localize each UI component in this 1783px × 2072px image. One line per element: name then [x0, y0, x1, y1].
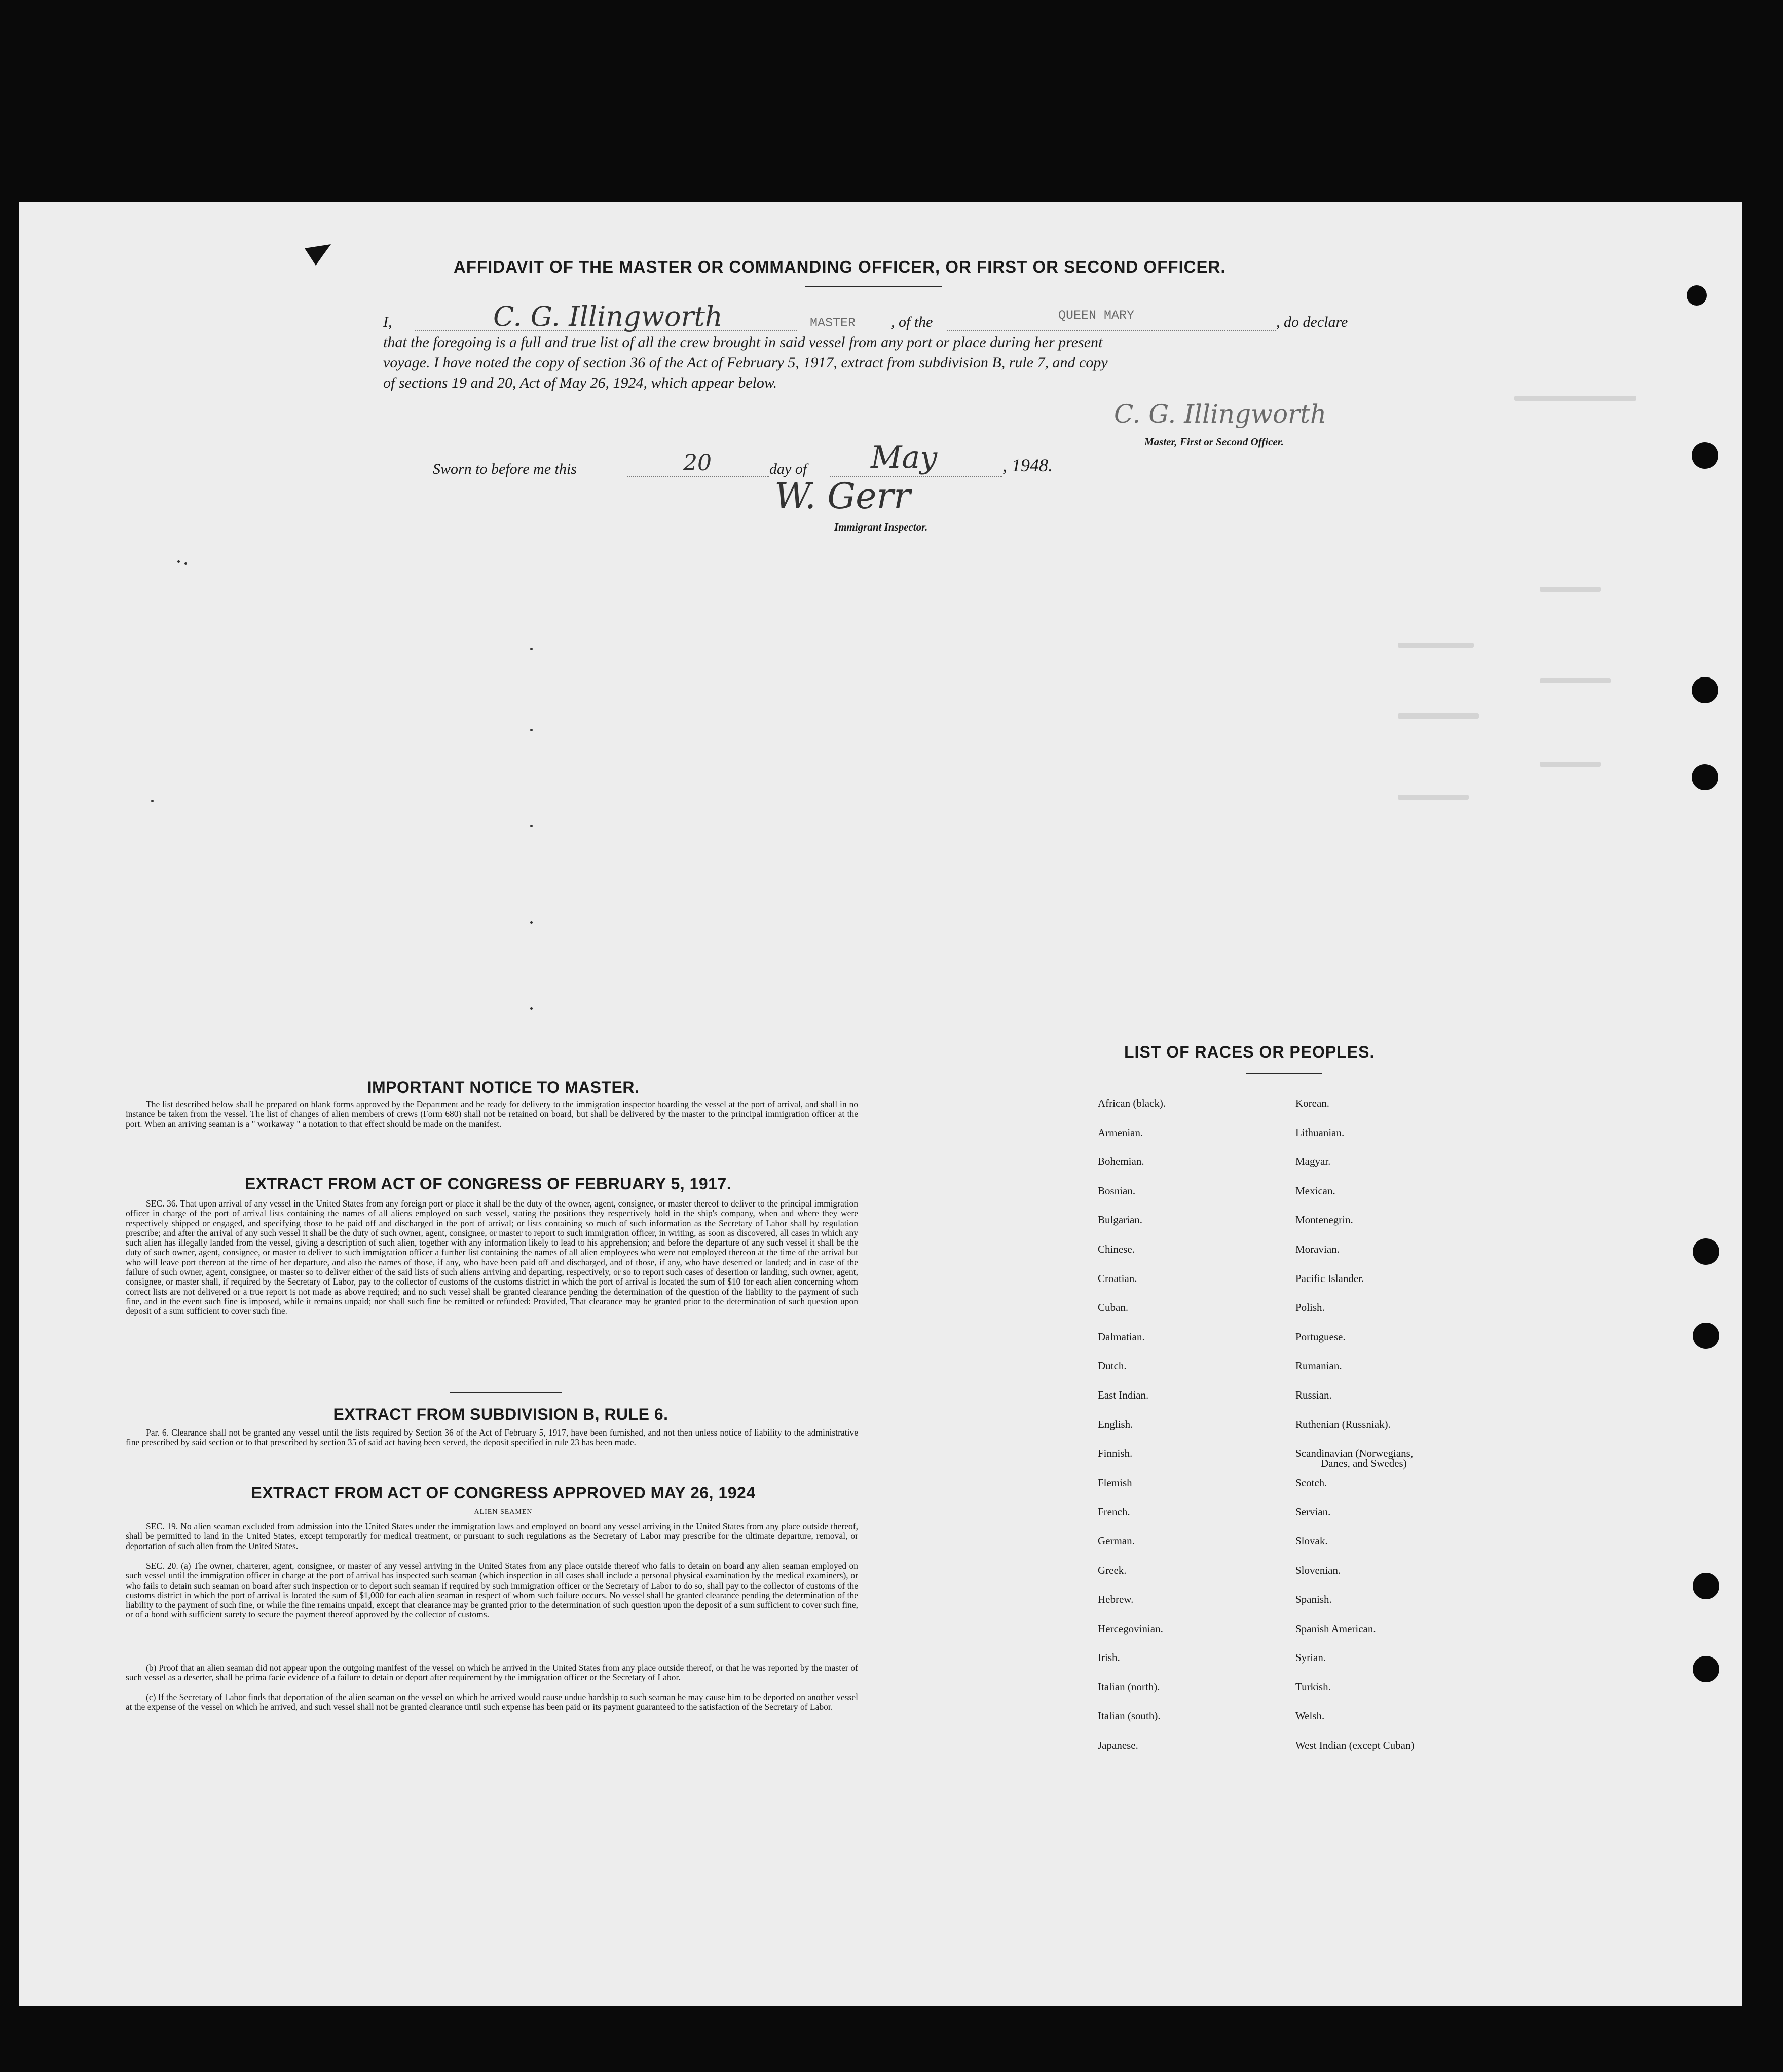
extract-1924-sec19: SEC. 19. No alien seaman excluded from admission into the United States under the immigration laws and employed on board any vessel arriving in the United States from any place outside thereof, shall be permitted to land in the United States, except temporarily for medical treatment, or pursuant to such regulations as the Secretary of Labor may prescribe for the ultimate departure, removal, or deportation of such alien from the United States.	[126, 1521, 858, 1551]
bleed-through	[1540, 678, 1611, 683]
bleed-through	[1540, 587, 1601, 592]
race-item: Slovak.	[1295, 1534, 1328, 1547]
extract-1924-title: EXTRACT FROM ACT OF CONGRESS APPROVED MAY 26, 1924	[251, 1484, 756, 1502]
race-item: Spanish.	[1295, 1593, 1332, 1606]
race-item: Lithuanian.	[1295, 1126, 1345, 1139]
punch-hole	[1692, 442, 1718, 469]
race-item: German.	[1098, 1534, 1135, 1547]
month-value: May	[871, 440, 938, 475]
extract-1924-sec20a: SEC. 20. (a) The owner, charterer, agent, consignee, or master of any vessel arriving in the United States from any place outside thereof who fails to detain on board any alien seaman employed on such vessel until the immigration officer in charge at the port of arrival has inspected such seaman (which inspection in all cases shall include a personal physical examination by the medical examiners), or who fails to detain such seaman on board after such inspection or to deport such seaman if required by such immigration officer or the Secretary of Labor to do so, shall pay to the collector of customs of the customs district in which the port of arrival is located the sum of $1,000 for each alien seaman in respect of whom such failure occurs. No vessel shall be granted clearance pending the determination of the liability to the payment of such fine, or while the fine remains unpaid, except that clearance may be granted prior to the determination of such question upon the deposit of a sum sufficient to cover such fine, or of a bond with sufficient surety to secure the payment thereof approved by the collector of customs.	[126, 1561, 858, 1620]
day-blank	[627, 476, 769, 477]
vessel-name-typed: QUEEN MARY	[1058, 308, 1135, 323]
race-item: Korean.	[1295, 1097, 1330, 1109]
race-item: Bohemian.	[1098, 1155, 1144, 1168]
speck	[530, 921, 533, 924]
race-item-continuation: Danes, and Swedes)	[1321, 1457, 1407, 1470]
extract-1924-subtitle: ALIEN SEAMEN	[474, 1508, 533, 1516]
race-item: Bulgarian.	[1098, 1214, 1143, 1226]
race-item: Polish.	[1295, 1301, 1325, 1314]
race-item: Armenian.	[1098, 1126, 1143, 1139]
day-of-label: day of	[769, 461, 807, 477]
extract-1917-text: SEC. 36. That upon arrival of any vessel in the United States from any foreign port or place it shall be the duty of the owner, agent, consignee, or master thereof to deliver to the principal immigration officer in charge of the port of arrival lists containing the names of all aliens employed on such vessel, stating the positions they respectively hold in the ship's company, when and where they were respectively shipped or engaged, and specifying those to be paid off and discharged in the port of arrival; or lists containing so much of such information as the Secretary of Labor shall by regulation prescribe; and after the arrival of any such vessel it shall be the duty of such owner, agent, consignee, or master to report to such immigration officer, in writing, as soon as discovered, all cases in which any such alien has illegally landed from the vessel, giving a description of such alien, together with any information likely to lead to his apprehension; and before the departure of any such vessel it shall be the duty of such owner, agent, consignee, or master to deliver to such immigration officer a further list containing the names of all alien employees who were not employed thereon at the time of the arrival but who will leave port thereon at the time of her departure, and also the names of those, if any, who have been paid off and discharged, and of those, if any, who have deserted or landed; and in case of the failure of such owner, agent, consignee, or master so to deliver either of the said lists of such aliens arriving and departing, respectively, or so to report such cases of desertion or landing, such owner, agent, consignee, or master shall, if required by the Secretary of Labor, pay to the collector of customs of the customs district in which the port of arrival is located the sum of $10 for each alien concerning whom correct lists are not delivered or a true report is not made as above required; and no such vessel shall be granted clearance pending the determination of the question of the liability to the payment of such fine, and in the event such fine is imposed, while it remains unpaid; nor shall such fine be remitted or refunded: Provided, That clearance may be granted prior to the determination of such question upon deposit of a sum sufficient to cover such fine.	[126, 1198, 858, 1316]
inspector-caption: Immigrant Inspector.	[834, 521, 928, 533]
race-item	[1295, 1447, 1414, 1476]
speck	[530, 648, 533, 650]
race-item: Greek.	[1098, 1564, 1127, 1576]
race-item: Japanese.	[1098, 1739, 1138, 1752]
races-left-column	[1098, 1097, 1166, 1768]
punch-hole	[1693, 1238, 1719, 1265]
vessel-blank	[947, 330, 1276, 331]
race-item: Italian (south).	[1098, 1710, 1161, 1722]
race-item: Mexican.	[1295, 1184, 1335, 1197]
of-the-label: , of the	[891, 314, 933, 330]
races-underline	[1246, 1073, 1322, 1074]
race-item: Bosnian.	[1098, 1184, 1136, 1197]
race-item: French.	[1098, 1505, 1130, 1518]
race-item: Rumanian.	[1295, 1360, 1342, 1372]
punch-hole	[1692, 764, 1718, 790]
race-item: African (black).	[1098, 1097, 1166, 1109]
race-item: Russian.	[1295, 1388, 1332, 1401]
extract-1917-title: EXTRACT FROM ACT OF CONGRESS OF FEBRUARY 5, 1917.	[244, 1175, 732, 1193]
bleed-through	[1540, 762, 1601, 767]
extract-rule-text: Par. 6. Clearance shall not be granted any vessel until the lists required by Section 36 of the Act of February 5, 1917, have been furnished, and not then unless notice of liability to the administrative fine prescribed by said section or to that prescribed by section 35 of said act having been served, the deposit specified in rule 23 has been made.	[126, 1427, 858, 1448]
section-divider	[450, 1392, 562, 1393]
race-item: Welsh.	[1295, 1710, 1325, 1722]
affidavit-line-4: of sections 19 and 20, Act of May 26, 1924, which appear below.	[383, 374, 777, 391]
speck	[530, 729, 533, 731]
race-item: West Indian (except Cuban)	[1295, 1739, 1415, 1752]
master-name-signature: C. G. Illingworth	[493, 300, 723, 332]
bleed-through	[1398, 643, 1474, 648]
affidavit-title: AFFIDAVIT OF THE MASTER OR COMMANDING OFFICER, OR FIRST OR SECOND OFFICER.	[454, 257, 1226, 276]
i-label: I,	[383, 314, 392, 330]
speck	[530, 825, 533, 827]
extract-rule-title: EXTRACT FROM SUBDIVISION B, RULE 6.	[333, 1405, 668, 1423]
speck	[177, 560, 180, 563]
rank-typed: MASTER	[810, 316, 856, 330]
bleed-through	[1398, 713, 1479, 719]
speck	[530, 1007, 533, 1010]
race-item: East Indian.	[1098, 1388, 1149, 1401]
race-item: Croatian.	[1098, 1272, 1137, 1285]
races-right-column	[1295, 1097, 1414, 1768]
speck	[151, 800, 154, 802]
punch-hole	[1693, 1573, 1719, 1599]
punch-hole	[1692, 677, 1718, 703]
officer-signature: C. G. Illingworth	[1114, 399, 1327, 429]
punch-hole	[1693, 1656, 1719, 1682]
year-value: , 1948.	[1002, 455, 1053, 475]
race-item: Hebrew.	[1098, 1593, 1134, 1606]
inspector-signature: W. Gerr	[774, 475, 911, 517]
race-item: Servian.	[1295, 1505, 1331, 1518]
race-item: Moravian.	[1295, 1242, 1340, 1255]
notice-title: IMPORTANT NOTICE TO MASTER.	[367, 1078, 640, 1097]
ink-mark-icon	[301, 242, 341, 268]
race-item: Irish.	[1098, 1651, 1120, 1664]
race-item: Pacific Islander.	[1295, 1272, 1364, 1285]
notice-text: The list described below shall be prepared on blank forms approved by the Department and be ready for delivery to the immigration inspector boarding the vessel at the port of arrival, and shall in no instance be taken from the vessel. The list of changes of alien members of crews (Form 680) shall not be retained on board, but shall be delivered by the master to the principal immigration officer at the port. When an arriving seaman is a " workaway " a notation to that effect should be made on the manifest.	[126, 1099, 858, 1129]
race-item: Finnish.	[1098, 1447, 1133, 1460]
title-underline	[805, 286, 942, 287]
race-item: Spanish American.	[1295, 1622, 1376, 1635]
speck	[184, 562, 187, 565]
extract-1924-sec20c: (c) If the Secretary of Labor finds that deportation of the alien seaman on the vessel on which he arrived would cause undue hardship to such seaman he may cause him to be deported on another vessel at the expense of the vessel on which he arrived, and such vessel shall not be granted clearance until such expense has been paid or its payment guaranteed to the satisfaction of the Secretary of Labor.	[126, 1692, 858, 1712]
race-item: Hercegovinian.	[1098, 1622, 1163, 1635]
race-item: English.	[1098, 1418, 1133, 1430]
day-value: 20	[683, 450, 712, 476]
officer-caption: Master, First or Second Officer.	[1144, 436, 1284, 448]
race-item: Slovenian.	[1295, 1564, 1341, 1576]
race-item: Turkish.	[1295, 1680, 1331, 1693]
race-item: Syrian.	[1295, 1651, 1326, 1664]
race-item: Dalmatian.	[1098, 1330, 1145, 1343]
race-item: Italian (north).	[1098, 1680, 1160, 1693]
sworn-label: Sworn to before me this	[433, 461, 577, 477]
affidavit-line-2: that the foregoing is a full and true list of all the crew brought in said vessel from any port or place during her present	[383, 334, 1103, 351]
punch-hole	[1687, 285, 1707, 306]
extract-1924-sec20b: (b) Proof that an alien seaman did not appear upon the outgoing manifest of the vessel on which he arrived in the United States from any place outside thereof, or that he was reported by the master of such vessel as a deserter, shall be prima facie evidence of a failure to detain or deport after requirement by the immigration officer or the Secretary of Labor.	[126, 1663, 858, 1683]
race-item: Montenegrin.	[1295, 1214, 1353, 1226]
race-item: Magyar.	[1295, 1155, 1331, 1168]
race-item: Chinese.	[1098, 1242, 1135, 1255]
race-item: Dutch.	[1098, 1360, 1127, 1372]
race-item-line: Scandinavian (Norwegians,	[1295, 1447, 1414, 1460]
punch-hole	[1693, 1323, 1719, 1349]
races-title: LIST OF RACES OR PEOPLES.	[1124, 1043, 1375, 1061]
race-item: Scotch.	[1295, 1476, 1327, 1489]
manifest-page	[19, 202, 1742, 2006]
race-item: Flemish	[1098, 1476, 1132, 1489]
race-item: Portuguese.	[1295, 1330, 1346, 1343]
bleed-through	[1398, 795, 1469, 800]
affidavit-line-3: voyage. I have noted the copy of section 36 of the Act of February 5, 1917, extract from subdivision B, rule 7, and copy	[383, 354, 1108, 371]
bleed-through	[1514, 396, 1636, 401]
race-item: Ruthenian (Russniak).	[1295, 1418, 1391, 1430]
do-declare-label: , do declare	[1276, 314, 1348, 330]
race-item: Cuban.	[1098, 1301, 1129, 1314]
